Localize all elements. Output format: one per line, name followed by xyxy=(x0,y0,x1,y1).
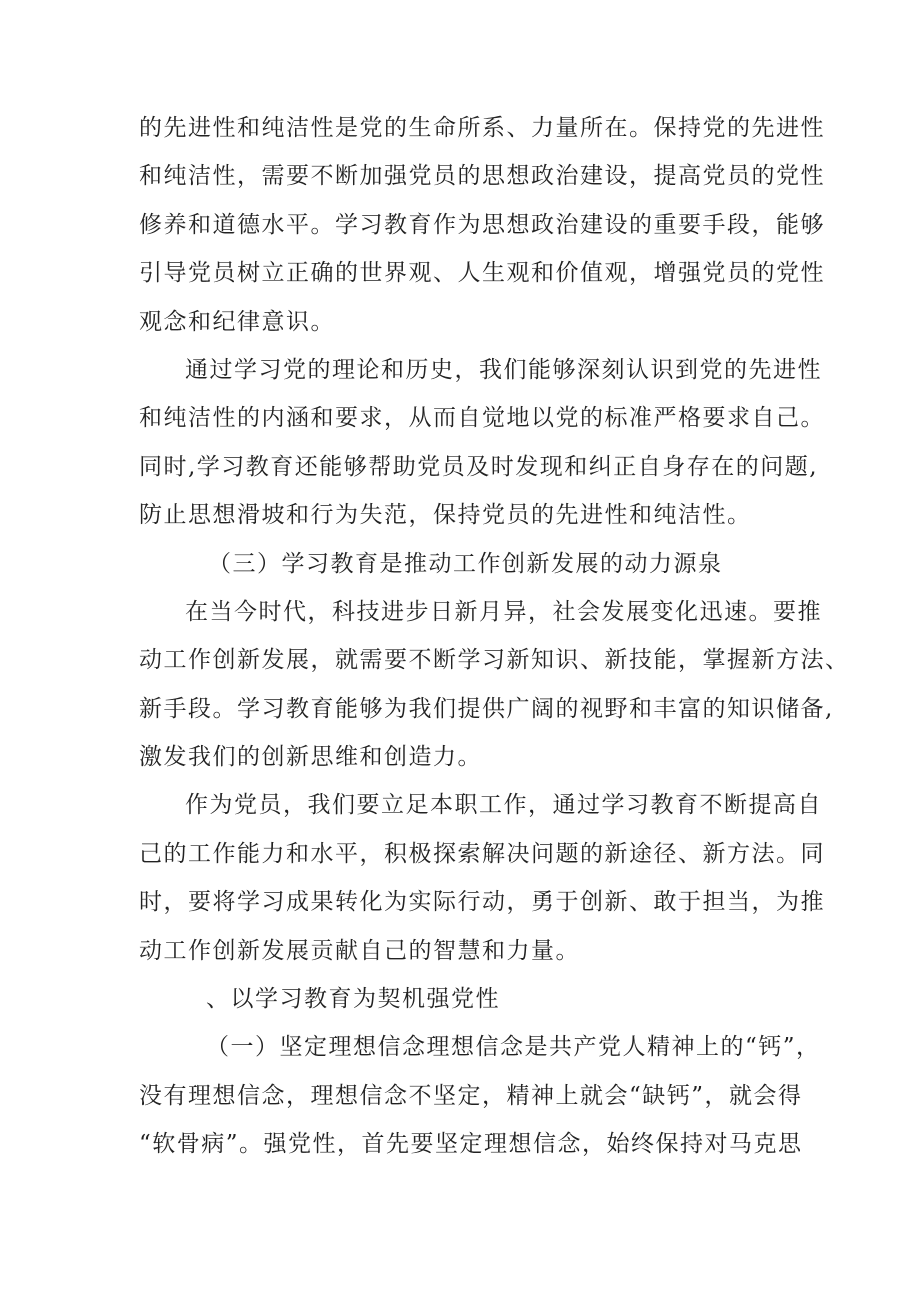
paragraph-2 xyxy=(139,346,825,540)
text-line: 的先进性和纯洁性是党的生命所系、力量所在。保持党的先进性 xyxy=(139,115,825,141)
text-line: 时，要将学习成果转化为实际行动，勇于创新、敢于担当，为推 xyxy=(139,889,825,916)
text-line: 激发我们的创新思维和创造力。 xyxy=(139,744,482,771)
paragraph-1 xyxy=(139,104,825,346)
text-line: 动工作创新发展，就需要不断学习新知识、新技能，掌握新方法、 xyxy=(139,647,850,674)
heading-line: （三）学习教育是推动工作创新发展的动力源泉 xyxy=(208,550,723,577)
text-line: 和纯洁性，需要不断加强党员的思想政治建设，提高党员的党性 xyxy=(139,163,825,190)
text-line: 作为党员，我们要立足本职工作，通过学习教育不断提高自 xyxy=(185,792,822,819)
body-text xyxy=(139,104,850,1169)
section-heading-4 xyxy=(139,975,787,1023)
text-line: 修养和道德水平。学习教育作为思想政治建设的重要手段，能够 xyxy=(139,211,825,238)
text-line: 同时,学习教育还能够帮助党员及时发现和纠正自身存在的问题, xyxy=(139,453,819,480)
text-line: 新手段。学习教育能够为我们提供广阔的视野和丰富的知识储备, xyxy=(139,695,834,722)
text-line: 和纯洁性的内涵和要求，从而自觉地以党的标准严格要求自己。 xyxy=(139,405,825,432)
text-line: 通过学习党的理论和历史，我们能够深刻认识到党的先进性 xyxy=(185,356,822,383)
section-heading-3 xyxy=(139,540,787,588)
paragraph-4 xyxy=(139,781,825,975)
text-line: 动工作创新发展贡献自己的智慧和力量。 xyxy=(139,937,580,964)
paragraph-3 xyxy=(139,588,850,782)
text-line: 在当今时代，科技进步日新月异，社会发展变化迅速。要推 xyxy=(185,598,822,625)
text-line: 观念和纪律意识。 xyxy=(139,308,335,335)
text-line: 引导党员树立正确的世界观、人生观和价值观，增强党员的党性 xyxy=(139,260,825,287)
paragraph-5 xyxy=(139,1023,821,1168)
text-line: “软骨病”。强党性，首先要坚定理想信念，始终保持对马克思 xyxy=(139,1131,803,1158)
text-line: （一）坚定理想信念理想信念是共产党人精神上的“钙”， xyxy=(206,1034,821,1061)
text-line: 防止思想滑坡和行为失范，保持党员的先进性和纯洁性。 xyxy=(139,502,752,529)
text-line: 没有理想信念，理想信念不坚定，精神上就会“缺钙”，就会得 xyxy=(139,1082,803,1109)
heading-line: 、以学习教育为契机强党性 xyxy=(206,986,500,1013)
text-line: 己的工作能力和水平，积极探索解决问题的新途径、新方法。同 xyxy=(139,840,825,867)
